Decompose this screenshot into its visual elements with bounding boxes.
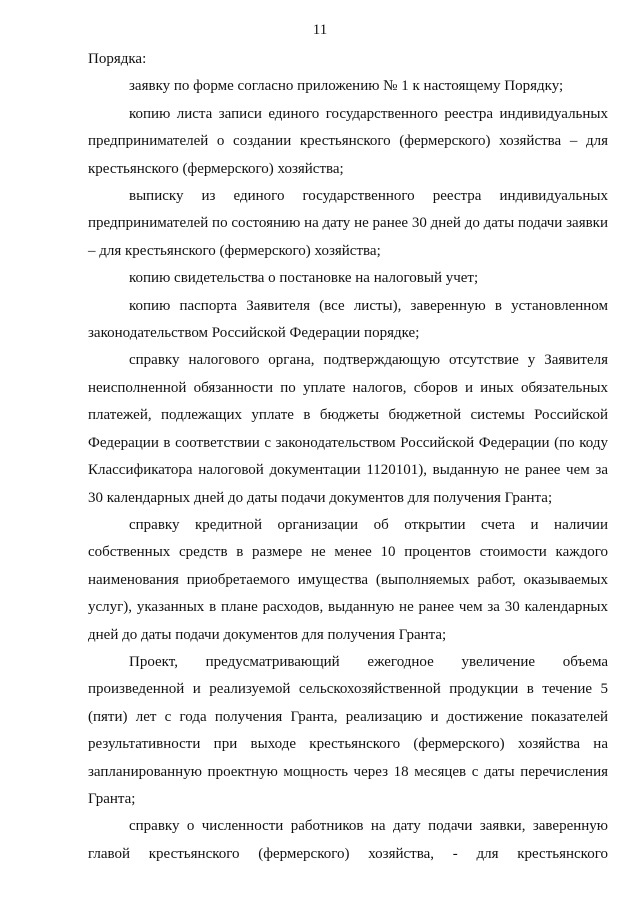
paragraph-bank-certificate: справку кредитной организации об открытии счета и наличии собственных средств в размере не менее 10 процентов стоимости каждого наименования приобретаемого имущества (выполняемых работ, оказываемых услуг), указанных в плане расходов, выданную не ранее чем за 30 календарных дней до даты подачи документов для получения Гранта; [88, 516, 608, 643]
paragraph-tax-registration-certificate: копию свидетельства о постановке на налоговый учет; [129, 270, 479, 287]
paragraph-project: Проект, предусматривающий ежегодное увеличение объема произведенной и реализуемой сельскохозяйственной продукции в течение 5 (пяти) лет с года получения Гранта, реализацию и достижение показателей результативности при выходе крестьянского (фермерского) хозяйства на запланированную проектную мощность через 18 месяцев с даты перечисления Гранта; [88, 653, 608, 807]
paragraph-continuation: Порядка: [88, 51, 147, 67]
page-number: 11 [312, 22, 328, 38]
paragraph-registry-extract: выписку из единого государственного реестра индивидуальных предпринимателей по состоянию на дату не ранее 30 дней до даты подачи заявки – для крестьянского (фермерского) хозяйства; [88, 188, 608, 259]
paragraph-employee-count-certificate: справку о численности работников на дату подачи заявки, заверенную главой крестьянского (фермерского) хозяйства, - для крестьянского [88, 818, 608, 862]
paragraph-passport-copy: копию паспорта Заявителя (все листы), заверенную в установленном законодательством Российской Федерации порядке; [88, 297, 608, 342]
paragraph-application-form: заявку по форме согласно приложению № 1 к настоящему Порядку; [129, 78, 564, 95]
paragraph-tax-authority-certificate: справку налогового органа, подтверждающую отсутствие у Заявителя неисполненной обязанности по уплате налогов, сборов и иных обязательных платежей, подлежащих уплате в бюджеты бюджетной системы Российской Федерации в соответствии с законодательством Российской Федерации (по коду Классификатора налоговой документации 1120101), выданную не ранее чем за 30 календарных дней до даты подачи документов для получения Гранта; [88, 352, 608, 506]
document-body [88, 46, 608, 868]
paragraph-registry-record-copy: копию листа записи единого государственного реестра индивидуальных предпринимателей о создании крестьянского (фермерского) хозяйства – для крестьянского (фермерского) хозяйства; [88, 105, 608, 177]
